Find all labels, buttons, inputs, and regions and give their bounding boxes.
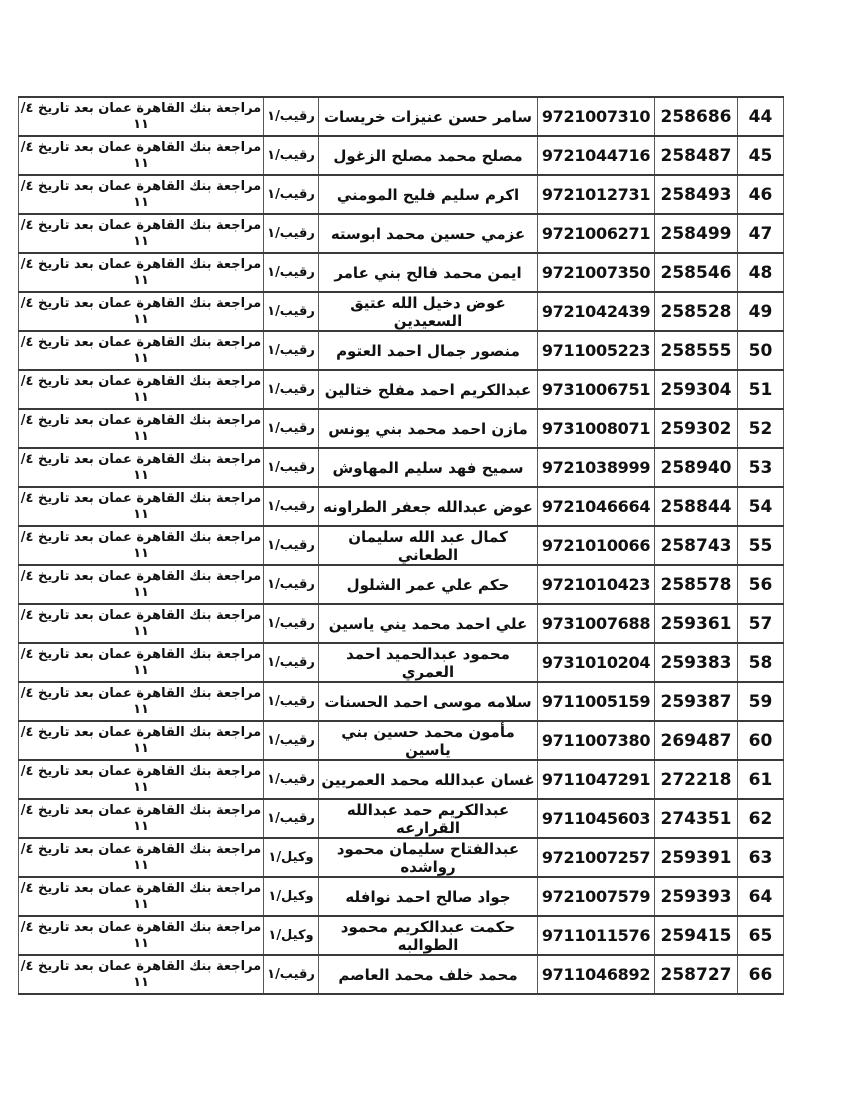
note-line-1: مراجعة بنك القاهرة عمان بعد تاريخ ٤/ — [20, 958, 262, 974]
note-cell — [19, 565, 264, 604]
badge-number-cell: 9721010423 — [538, 565, 655, 604]
note-cell — [19, 214, 264, 253]
rank-cell: وكيل/١ — [264, 877, 319, 916]
name-cell: سامر حسن عنيزات خريسات — [319, 97, 538, 136]
serial-cell: 54 — [738, 487, 784, 526]
note-line-2: ١١ — [133, 779, 149, 795]
serial-cell: 47 — [738, 214, 784, 253]
note-line-1: مراجعة بنك القاهرة عمان بعد تاريخ ٤/ — [20, 256, 262, 272]
note-cell — [19, 370, 264, 409]
badge-number-cell: 9731007688 — [538, 604, 655, 643]
note-line-1: مراجعة بنك القاهرة عمان بعد تاريخ ٤/ — [20, 295, 262, 311]
rank-cell: رقيب/١ — [264, 175, 319, 214]
table-row — [19, 175, 784, 214]
rank-cell: رقيب/١ — [264, 214, 319, 253]
name-cell: سميح فهد سليم المهاوش — [319, 448, 538, 487]
rank-cell: وكيل/١ — [264, 838, 319, 877]
serial-cell: 45 — [738, 136, 784, 175]
serial-cell: 52 — [738, 409, 784, 448]
note-cell — [19, 682, 264, 721]
badge-number-cell: 9721007579 — [538, 877, 655, 916]
table-row — [19, 487, 784, 526]
rank-cell: رقيب/١ — [264, 136, 319, 175]
rank-cell: رقيب/١ — [264, 565, 319, 604]
note-line-1: مراجعة بنك القاهرة عمان بعد تاريخ ٤/ — [20, 802, 262, 818]
file-number-cell: 259391 — [655, 838, 738, 877]
file-number-cell: 259383 — [655, 643, 738, 682]
badge-number-cell: 9711011576 — [538, 916, 655, 955]
serial-cell: 55 — [738, 526, 784, 565]
serial-cell: 65 — [738, 916, 784, 955]
note-line-2: ١١ — [133, 428, 149, 444]
note-line-1: مراجعة بنك القاهرة عمان بعد تاريخ ٤/ — [20, 919, 262, 935]
rank-cell: رقيب/١ — [264, 604, 319, 643]
rank-cell: رقيب/١ — [264, 643, 319, 682]
name-cell: مصلح محمد مصلح الزغول — [319, 136, 538, 175]
table-row — [19, 448, 784, 487]
note-cell — [19, 253, 264, 292]
file-number-cell: 259393 — [655, 877, 738, 916]
name-cell: مأمون محمد حسين بني ياسين — [319, 721, 538, 760]
name-cell: عزمي حسين محمد ابوسته — [319, 214, 538, 253]
badge-number-cell: 9711005159 — [538, 682, 655, 721]
name-cell: عوض دخيل الله عتيق السعيدين — [319, 292, 538, 331]
table-row — [19, 682, 784, 721]
table-row — [19, 292, 784, 331]
note-cell — [19, 916, 264, 955]
file-number-cell: 258487 — [655, 136, 738, 175]
note-line-2: ١١ — [133, 701, 149, 717]
file-number-cell: 258743 — [655, 526, 738, 565]
rank-cell: رقيب/١ — [264, 292, 319, 331]
note-cell — [19, 955, 264, 994]
serial-cell: 57 — [738, 604, 784, 643]
table-row — [19, 799, 784, 838]
note-cell — [19, 175, 264, 214]
badge-number-cell: 9711047291 — [538, 760, 655, 799]
note-line-2: ١١ — [133, 662, 149, 678]
file-number-cell: 258493 — [655, 175, 738, 214]
note-cell — [19, 604, 264, 643]
note-line-2: ١١ — [133, 350, 149, 366]
table-row — [19, 331, 784, 370]
serial-cell: 46 — [738, 175, 784, 214]
note-line-2: ١١ — [133, 623, 149, 639]
note-cell — [19, 409, 264, 448]
serial-cell: 53 — [738, 448, 784, 487]
badge-number-cell: 9731006751 — [538, 370, 655, 409]
rank-cell: رقيب/١ — [264, 331, 319, 370]
serial-cell: 59 — [738, 682, 784, 721]
note-cell — [19, 331, 264, 370]
rank-cell: رقيب/١ — [264, 955, 319, 994]
note-cell — [19, 448, 264, 487]
serial-cell: 62 — [738, 799, 784, 838]
note-cell — [19, 487, 264, 526]
name-cell: محمود عبدالحميد احمد العمري — [319, 643, 538, 682]
note-cell — [19, 136, 264, 175]
rank-cell: رقيب/١ — [264, 682, 319, 721]
note-line-2: ١١ — [133, 545, 149, 561]
note-line-1: مراجعة بنك القاهرة عمان بعد تاريخ ٤/ — [20, 217, 262, 233]
badge-number-cell: 9721044716 — [538, 136, 655, 175]
note-line-1: مراجعة بنك القاهرة عمان بعد تاريخ ٤/ — [20, 139, 262, 155]
table-row — [19, 955, 784, 994]
note-line-1: مراجعة بنك القاهرة عمان بعد تاريخ ٤/ — [20, 100, 262, 116]
table-row — [19, 565, 784, 604]
note-line-2: ١١ — [133, 584, 149, 600]
table-row — [19, 760, 784, 799]
serial-cell: 64 — [738, 877, 784, 916]
file-number-cell: 259304 — [655, 370, 738, 409]
name-cell: سلامه موسى احمد الحسنات — [319, 682, 538, 721]
note-line-1: مراجعة بنك القاهرة عمان بعد تاريخ ٤/ — [20, 763, 262, 779]
note-line-2: ١١ — [133, 194, 149, 210]
rank-cell: رقيب/١ — [264, 526, 319, 565]
rank-cell: رقيب/١ — [264, 799, 319, 838]
name-cell: عبدالكريم احمد مفلح ختالين — [319, 370, 538, 409]
file-number-cell: 258727 — [655, 955, 738, 994]
name-cell: عبدالفتاح سليمان محمود رواشده — [319, 838, 538, 877]
serial-cell: 51 — [738, 370, 784, 409]
table-row — [19, 838, 784, 877]
note-line-2: ١١ — [133, 935, 149, 951]
note-line-1: مراجعة بنك القاهرة عمان بعد تاريخ ٤/ — [20, 685, 262, 701]
note-line-1: مراجعة بنك القاهرة عمان بعد تاريخ ٤/ — [20, 373, 262, 389]
note-cell — [19, 760, 264, 799]
note-line-2: ١١ — [133, 389, 149, 405]
note-line-1: مراجعة بنك القاهرة عمان بعد تاريخ ٤/ — [20, 841, 262, 857]
note-cell — [19, 643, 264, 682]
note-line-1: مراجعة بنك القاهرة عمان بعد تاريخ ٤/ — [20, 412, 262, 428]
name-cell: عوض عبدالله جعفر الطراونه — [319, 487, 538, 526]
note-line-2: ١١ — [133, 272, 149, 288]
table-row — [19, 916, 784, 955]
note-line-1: مراجعة بنك القاهرة عمان بعد تاريخ ٤/ — [20, 529, 262, 545]
badge-number-cell: 9711007380 — [538, 721, 655, 760]
serial-cell: 56 — [738, 565, 784, 604]
name-cell: مازن احمد محمد بني يونس — [319, 409, 538, 448]
serial-cell: 61 — [738, 760, 784, 799]
table-row — [19, 97, 784, 136]
rank-cell: رقيب/١ — [264, 253, 319, 292]
note-cell — [19, 526, 264, 565]
file-number-cell: 258844 — [655, 487, 738, 526]
note-line-2: ١١ — [133, 896, 149, 912]
rank-cell: رقيب/١ — [264, 370, 319, 409]
badge-number-cell: 9721007350 — [538, 253, 655, 292]
table-row — [19, 526, 784, 565]
note-line-2: ١١ — [133, 506, 149, 522]
badge-number-cell: 9721012731 — [538, 175, 655, 214]
note-line-2: ١١ — [133, 857, 149, 873]
serial-cell: 58 — [738, 643, 784, 682]
name-cell: اكرم سليم فليح المومني — [319, 175, 538, 214]
note-line-2: ١١ — [133, 974, 149, 990]
serial-cell: 66 — [738, 955, 784, 994]
rank-cell: رقيب/١ — [264, 721, 319, 760]
badge-number-cell: 9731010204 — [538, 643, 655, 682]
table-row — [19, 877, 784, 916]
badge-number-cell: 9721006271 — [538, 214, 655, 253]
name-cell: حكمت عبدالكريم محمود الطوالبه — [319, 916, 538, 955]
name-cell: ايمن محمد فالح بني عامر — [319, 253, 538, 292]
badge-number-cell: 9711005223 — [538, 331, 655, 370]
table-row — [19, 643, 784, 682]
rank-cell: رقيب/١ — [264, 448, 319, 487]
rank-cell: وكيل/١ — [264, 916, 319, 955]
file-number-cell: 259415 — [655, 916, 738, 955]
note-cell — [19, 97, 264, 136]
note-line-2: ١١ — [133, 233, 149, 249]
rank-cell: رقيب/١ — [264, 760, 319, 799]
serial-cell: 60 — [738, 721, 784, 760]
serial-cell: 63 — [738, 838, 784, 877]
serial-cell: 50 — [738, 331, 784, 370]
note-line-2: ١١ — [133, 155, 149, 171]
file-number-cell: 274351 — [655, 799, 738, 838]
badge-number-cell: 9721007257 — [538, 838, 655, 877]
rank-cell: رقيب/١ — [264, 97, 319, 136]
badge-number-cell: 9721046664 — [538, 487, 655, 526]
name-cell: محمد خلف محمد العاصم — [319, 955, 538, 994]
note-line-2: ١١ — [133, 740, 149, 756]
file-number-cell: 259302 — [655, 409, 738, 448]
note-line-1: مراجعة بنك القاهرة عمان بعد تاريخ ٤/ — [20, 646, 262, 662]
personnel-table — [18, 96, 784, 995]
table-row — [19, 136, 784, 175]
note-line-2: ١١ — [133, 467, 149, 483]
file-number-cell: 259361 — [655, 604, 738, 643]
name-cell: منصور جمال احمد العتوم — [319, 331, 538, 370]
name-cell: حكم علي عمر الشلول — [319, 565, 538, 604]
table-row — [19, 370, 784, 409]
name-cell: علي احمد محمد يني ياسين — [319, 604, 538, 643]
file-number-cell: 258499 — [655, 214, 738, 253]
badge-number-cell: 9721042439 — [538, 292, 655, 331]
rank-cell: رقيب/١ — [264, 487, 319, 526]
note-line-2: ١١ — [133, 311, 149, 327]
file-number-cell: 269487 — [655, 721, 738, 760]
file-number-cell: 258940 — [655, 448, 738, 487]
badge-number-cell: 9721038999 — [538, 448, 655, 487]
badge-number-cell: 9721007310 — [538, 97, 655, 136]
note-cell — [19, 721, 264, 760]
file-number-cell: 259387 — [655, 682, 738, 721]
note-cell — [19, 799, 264, 838]
badge-number-cell: 9721010066 — [538, 526, 655, 565]
name-cell: جواد صالح احمد نوافله — [319, 877, 538, 916]
note-line-1: مراجعة بنك القاهرة عمان بعد تاريخ ٤/ — [20, 178, 262, 194]
serial-cell: 48 — [738, 253, 784, 292]
table-row — [19, 214, 784, 253]
note-cell — [19, 838, 264, 877]
note-line-1: مراجعة بنك القاهرة عمان بعد تاريخ ٤/ — [20, 724, 262, 740]
personnel-table-body — [19, 97, 784, 994]
table-row — [19, 409, 784, 448]
name-cell: عبدالكريم حمد عبدالله القرارعه — [319, 799, 538, 838]
name-cell: غسان عبدالله محمد العمريين — [319, 760, 538, 799]
file-number-cell: 258686 — [655, 97, 738, 136]
badge-number-cell: 9731008071 — [538, 409, 655, 448]
note-line-2: ١١ — [133, 116, 149, 132]
badge-number-cell: 9711046892 — [538, 955, 655, 994]
note-line-1: مراجعة بنك القاهرة عمان بعد تاريخ ٤/ — [20, 451, 262, 467]
note-line-2: ١١ — [133, 818, 149, 834]
note-line-1: مراجعة بنك القاهرة عمان بعد تاريخ ٤/ — [20, 880, 262, 896]
file-number-cell: 258528 — [655, 292, 738, 331]
note-cell — [19, 292, 264, 331]
rank-cell: رقيب/١ — [264, 409, 319, 448]
note-line-1: مراجعة بنك القاهرة عمان بعد تاريخ ٤/ — [20, 334, 262, 350]
table-row — [19, 604, 784, 643]
table-row — [19, 721, 784, 760]
note-line-1: مراجعة بنك القاهرة عمان بعد تاريخ ٤/ — [20, 607, 262, 623]
file-number-cell: 258546 — [655, 253, 738, 292]
file-number-cell: 272218 — [655, 760, 738, 799]
file-number-cell: 258578 — [655, 565, 738, 604]
serial-cell: 44 — [738, 97, 784, 136]
serial-cell: 49 — [738, 292, 784, 331]
name-cell: كمال عبد الله سليمان الطعاني — [319, 526, 538, 565]
note-line-1: مراجعة بنك القاهرة عمان بعد تاريخ ٤/ — [20, 490, 262, 506]
badge-number-cell: 9711045603 — [538, 799, 655, 838]
note-cell — [19, 877, 264, 916]
table-row — [19, 253, 784, 292]
file-number-cell: 258555 — [655, 331, 738, 370]
note-line-1: مراجعة بنك القاهرة عمان بعد تاريخ ٤/ — [20, 568, 262, 584]
